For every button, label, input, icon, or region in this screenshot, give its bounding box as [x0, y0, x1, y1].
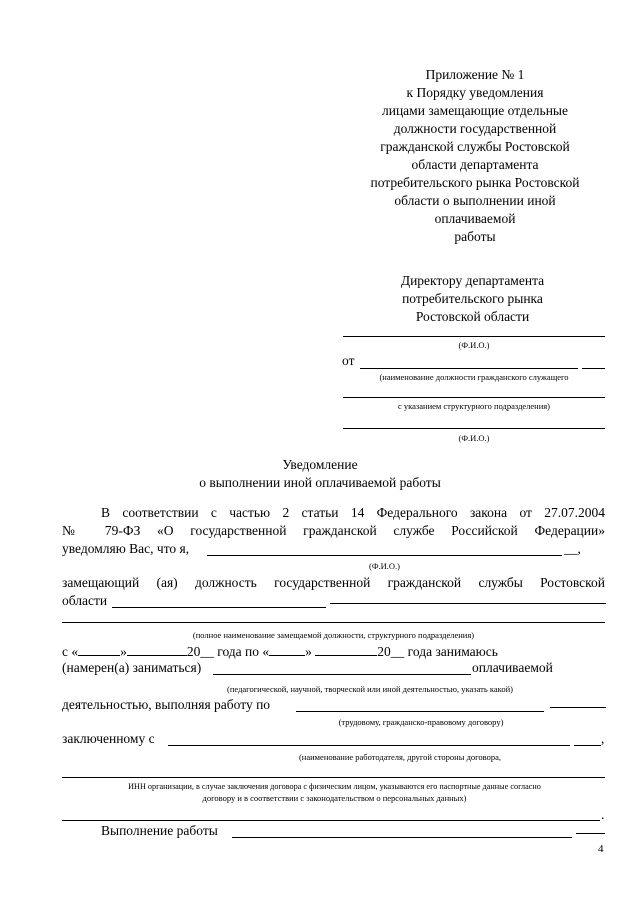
appendix-block: [330, 66, 620, 246]
intro-line-3-tail: __,: [564, 541, 581, 556]
concluded-text: заключенному с: [62, 731, 155, 746]
addressee-line: Директору департамента: [400, 273, 545, 288]
paid-text: оплачиваемой: [472, 660, 553, 675]
applicant-fio-field[interactable]: [343, 428, 605, 429]
appendix-line: области о выполнении иной: [394, 193, 556, 208]
replaced-position-field-3[interactable]: [62, 622, 605, 623]
appendix-line: работы: [454, 229, 496, 244]
activity-caption: (педагогической, научной, творческой или иной деятельностью, указать какой): [227, 684, 513, 694]
from-prefix: от: [342, 353, 355, 368]
contract-type-field-tail[interactable]: [550, 707, 606, 708]
work-text: Выполнение работы: [101, 823, 218, 838]
appendix-line: области департамента: [411, 157, 539, 172]
concluded-tail: ,: [601, 731, 605, 746]
inn-tail: .: [601, 807, 605, 822]
year-tail-start: __ года по «: [200, 644, 270, 659]
appendix-line: оплачиваемой: [434, 211, 516, 226]
year-tail-end: __ года занимаюсь: [390, 644, 498, 659]
region-word: области: [62, 593, 108, 608]
inn-field[interactable]: [62, 777, 605, 778]
contract-type-field[interactable]: [296, 711, 544, 712]
work-description-field[interactable]: [232, 837, 572, 838]
activity-type-field[interactable]: [213, 674, 471, 675]
replaced-position-caption: (полное наименование замещаемой должности, структурного подразделения): [192, 630, 475, 640]
appendix-line: Приложение № 1: [425, 67, 525, 82]
from-field-tail[interactable]: [582, 368, 605, 369]
date-line: [62, 641, 607, 661]
position-field[interactable]: [343, 397, 605, 398]
position-caption-2: с указанием структурного подразделения): [397, 401, 551, 411]
work-description-field-tail[interactable]: [576, 833, 605, 834]
activity-text: деятельностью, выполняя работу по: [62, 697, 271, 712]
replacing-line: замещающий (ая) должность государственной гражданской службы Ростовской: [62, 575, 605, 590]
addressee-line: Ростовской области: [415, 309, 530, 324]
applicant-name-caption: (Ф.И.О.): [368, 561, 401, 571]
contract-caption: (трудовому, гражданско-правовому договору): [338, 717, 504, 727]
addressee-block: [340, 272, 605, 326]
director-fio-field[interactable]: [343, 336, 605, 337]
intro-line-3: уведомляю Вас, что я,: [62, 541, 190, 556]
from-field[interactable]: [360, 368, 578, 369]
document-subtitle: о выполнении иной оплачиваемой работы: [199, 475, 441, 490]
employer-field[interactable]: [168, 745, 570, 746]
date-from-prefix: с «: [62, 644, 79, 659]
position-caption: (наименование должности гражданского служащего: [379, 372, 569, 382]
appendix-line: гражданской службы Ростовской: [380, 139, 570, 154]
date-quote-close-2: »: [305, 644, 312, 659]
page-number: 4: [598, 843, 604, 855]
inn-caption-line-1: ИНН организации, в случае заключения договора с физическим лицом, указываются его паспортные данные согласно: [128, 782, 541, 791]
document-title: Уведомление: [282, 457, 358, 472]
applicant-name-field[interactable]: [207, 555, 562, 556]
applicant-fio-caption: (Ф.И.О.): [458, 433, 490, 443]
appendix-line: должности государственной: [393, 121, 557, 136]
appendix-line: к Порядку уведомления: [406, 85, 544, 100]
end-month-field[interactable]: [315, 641, 377, 656]
intro-line-2: № 79-ФЗ «О государственной гражданской службе Российской Федерации»: [62, 523, 605, 538]
end-day-field[interactable]: [269, 641, 305, 656]
appendix-line: лицами замещающие отдельные: [382, 103, 568, 118]
date-quote-close: »: [120, 644, 127, 659]
intro-line-1: В соответствии с частью 2 статьи 14 Федерального закона от 27.07.2004: [101, 505, 605, 520]
replaced-position-field[interactable]: [112, 607, 326, 608]
intend-text: (намерен(а) заниматься): [62, 660, 202, 675]
start-day-field[interactable]: [78, 641, 120, 656]
employer-field-tail[interactable]: [574, 745, 601, 746]
director-fio-caption: (Ф.И.О.): [458, 340, 490, 350]
start-month-field[interactable]: [127, 641, 187, 656]
inn-caption-line-2: договору и в соответствии с законодательством о персональных данных): [202, 793, 467, 803]
employer-caption: (наименование работодателя, другой стороны договора,: [298, 752, 502, 762]
addressee-line: потребительского рынка: [402, 291, 543, 306]
year-label-end: 20: [377, 644, 391, 659]
replaced-position-field-2[interactable]: [330, 603, 606, 604]
year-label-start: 20: [186, 644, 201, 659]
additional-info-field[interactable]: [62, 820, 600, 821]
appendix-line: потребительского рынка Ростовской: [370, 175, 580, 190]
